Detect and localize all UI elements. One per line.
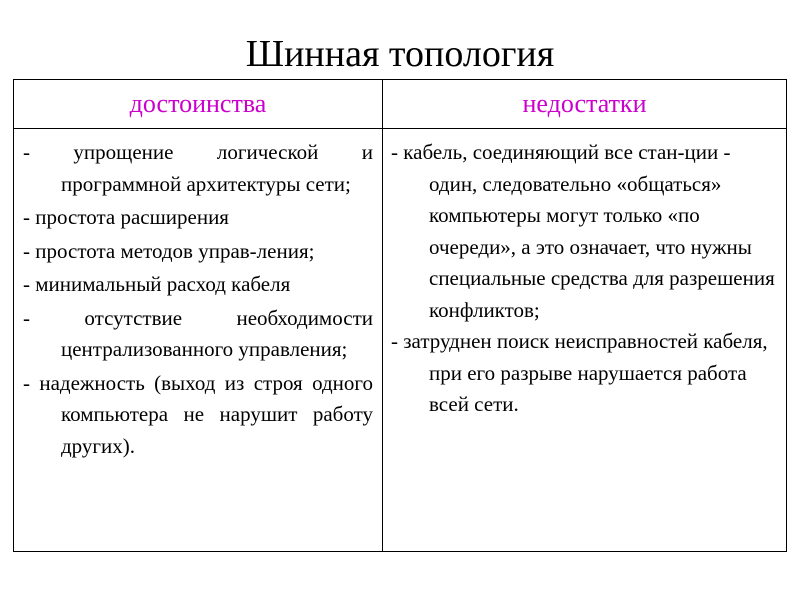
header-disadvantages	[383, 80, 787, 129]
header-advantages-label: достоинства	[129, 89, 267, 118]
disadvantages-list	[383, 129, 786, 421]
list-item: - кабель, соединяющий все стан-ции - один, следовательно «общаться» компьютеры могут только «по очереди», а это означает, что нужны специальные средства для разрешения конфликтов;	[391, 140, 775, 322]
advantages-list	[14, 129, 382, 462]
header-disadvantages-label: недостатки	[522, 89, 647, 118]
list-item: - простота методов управ-ления;	[23, 238, 315, 263]
disadvantages-cell	[383, 129, 787, 552]
list-item: - минимальный расход кабеля	[23, 272, 291, 296]
list-item: - затруднен поиск неисправностей кабеля, при его разрыве нарушается работа всей сети.	[391, 329, 768, 416]
list-item: - надежность (выход из строя одного компьютера не нарушит работу других).	[23, 370, 373, 458]
page-title: Шинная топология	[245, 33, 555, 75]
header-advantages	[14, 80, 383, 129]
table-header-row	[14, 80, 787, 129]
comparison-table	[13, 79, 787, 552]
list-item: - отсутствие необходимости централизованного управления;	[23, 305, 373, 361]
list-item: - упрощение логической и программной архитектуры сети;	[23, 140, 373, 196]
advantages-cell	[14, 129, 383, 552]
list-item: - простота расширения	[23, 205, 229, 229]
table-body-row	[14, 129, 787, 552]
